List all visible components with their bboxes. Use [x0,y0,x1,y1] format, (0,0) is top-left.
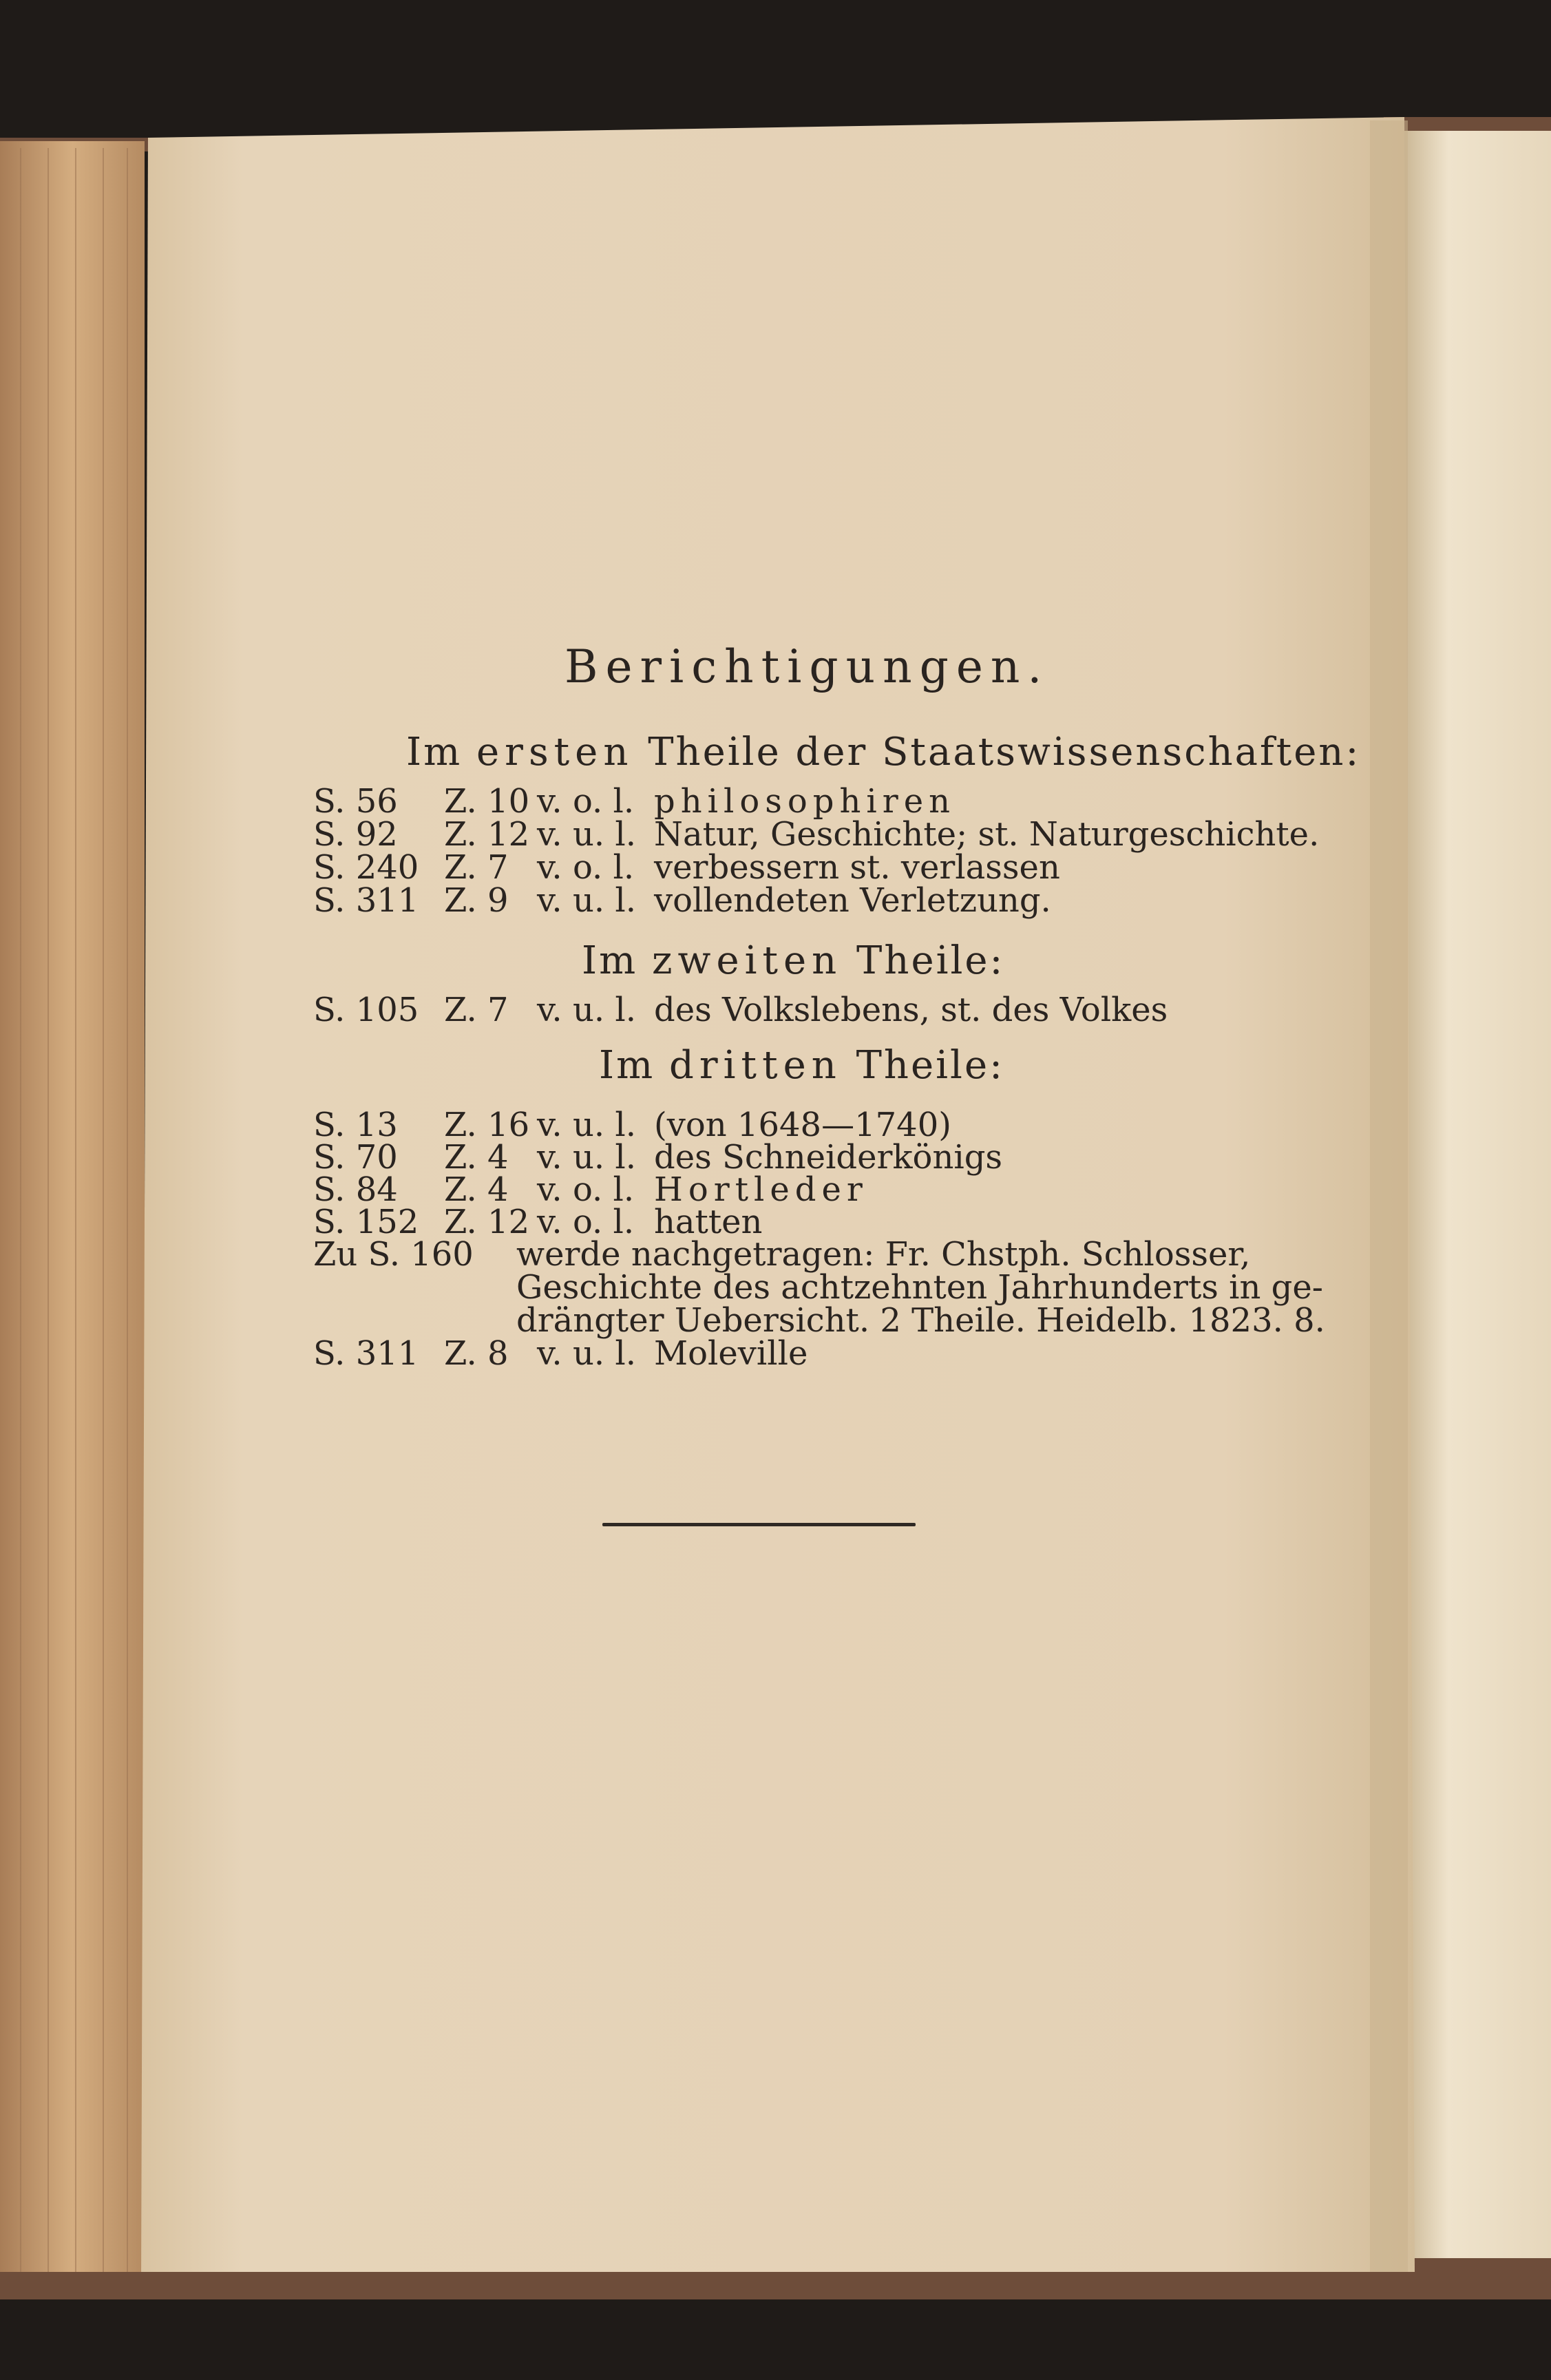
correction-text: philosophiren [654,782,956,821]
section-heading-1 [406,730,1361,775]
position-ref: v. u. l. [537,1106,636,1144]
section-heading-2 [582,938,1005,983]
correction-text: Moleville [654,1334,808,1373]
addition-continuation: drängter Uebersicht. 2 Theile. Heidelb. 1823. 8. [516,1301,1325,1340]
page-ref: S. 84 [313,1170,398,1209]
correction-text: vollendeten Verletzung. [654,881,1051,920]
position-ref: v. u. l. [537,881,636,920]
page-ref: S. 240 [313,848,419,887]
position-ref: v. u. l. [537,815,636,854]
heading-prefix: Im [599,1043,670,1088]
line-ref: Z. 9 [444,881,509,920]
position-ref: v. u. l. [537,991,636,1029]
section-heading-3 [599,1043,1004,1088]
line-ref: Z. 7 [444,991,509,1029]
line-ref: Z. 4 [444,1138,509,1177]
heading-rest: Theile: [842,938,1005,983]
line-ref: Z. 12 [444,815,530,854]
correction-text: des Volkslebens, st. des Volkes [654,991,1168,1029]
heading-prefix: Im [582,938,653,983]
page-ref: S. 92 [313,815,398,854]
heading-rest: Theile: [841,1043,1004,1088]
heading-prefix: Im [406,730,477,775]
page-ref: S. 311 [313,1334,419,1373]
line-ref: Z. 8 [444,1334,509,1373]
heading-emphasis: ersten [476,730,634,775]
line-ref: Z. 4 [444,1170,509,1209]
page-ref: S. 105 [313,991,419,1029]
page-ref: S. 13 [313,1106,398,1144]
heading-emphasis: zweiten [652,938,843,983]
correction-text: Hortleder [654,1170,868,1209]
page-ref: S. 311 [313,881,419,920]
correction-text: verbessern st. verlassen [654,848,1060,887]
position-ref: v. o. l. [537,782,635,821]
correction-text: des Schneiderkönigs [654,1138,1003,1177]
position-ref: v. u. l. [537,1334,636,1373]
position-ref: v. u. l. [537,1138,636,1177]
heading-emphasis: dritten [669,1043,842,1088]
page-ref: S. 56 [313,782,398,821]
correction-text: hatten [654,1203,763,1241]
correction-text: Natur, Geschichte; st. Naturgeschichte. [654,815,1320,854]
page-ref: S. 70 [313,1138,398,1177]
closing-rule [602,1523,916,1526]
addition-text-line-1: werde nachgetragen: Fr. Chstph. Schlosser, [516,1235,1251,1274]
line-ref: Z. 12 [444,1203,530,1241]
position-ref: v. o. l. [537,1203,635,1241]
correction-text: (von 1648—1740) [654,1106,951,1144]
line-ref: Z. 16 [444,1106,530,1144]
heading-rest: Theile der Staatswissenschaften: [633,730,1361,775]
line-ref: Z. 7 [444,848,509,887]
page-title: Berichtigungen. [565,640,1050,693]
page-ref: S. 152 [313,1203,419,1241]
position-ref: v. o. l. [537,848,635,887]
position-ref: v. o. l. [537,1170,635,1209]
addition-continuation: Geschichte des achtzehnten Jahrhunderts in ge- [516,1268,1323,1307]
line-ref: Z. 10 [444,782,530,821]
page-ref: Zu S. 160 [313,1235,474,1274]
